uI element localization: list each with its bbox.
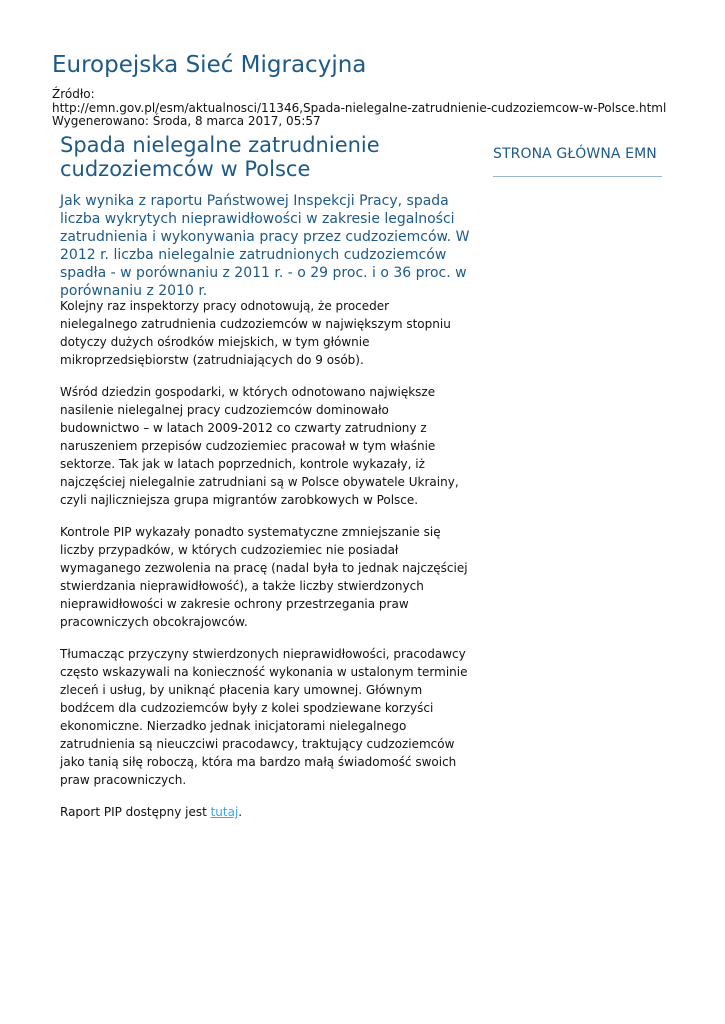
report-text: Raport PIP dostępny jest [60,805,211,819]
sidebar-divider [493,176,662,177]
report-suffix: . [238,805,243,819]
article-lead: Jak wynika z raportu Państwowej Inspekcji Pracy, spada liczba wykrytych nieprawidłowości w zakresie legalności zatrudnienia i wykonywania pracy przez cudzoziemców. W 2012 r. liczba nielegalnie zatrudnionych cudzoziemców spadła - w porównaniu z 2011 r. - o 29 proc. i o 36 proc. w porównaniu z 2010 r. [60,193,470,299]
source-url: http://emn.gov.pl/esm/aktualnosci/11346,Spada-nielegalne-zatrudnienie-cudzoziemcow-w-Polsce.html [52,100,667,115]
article-title: Spada nielegalne zatrudnienie cudzoziemców w Polsce [60,133,380,181]
source-label: Źródło: [52,87,95,101]
generated-timestamp: Wygenerowano: Środa, 8 marca 2017, 05:57 [52,114,321,128]
report-link[interactable]: tutaj [210,805,239,819]
report-paragraph [60,803,470,821]
site-title: Europejska Sieć Migracyjna [52,52,367,78]
body-paragraph: Tłumacząc przyczyny stwierdzonych nieprawidłowości, pracodawcy często wskazywali na konieczność wykonania w ustalonym terminie zleceń i usług, by uniknąć płacenia kary umownej. Głównym bodźcem dla cudzoziemców były z kolei spodziewane korzyści ekonomiczne. Nierzadko jednak inicjatorami nielegalnego zatrudnienia są nieuczciwi pracodawcy, traktujący cudzoziemców jako tanią siłę roboczą, która ma bardzo małą świadomość swoich praw pracowniczych. [60,647,468,787]
print-meta [52,88,712,129]
body-paragraph: Kontrole PIP wykazały ponadto systematyczne zmniejszanie się liczby przypadków, w których cudzoziemiec nie posiadał wymaganego zezwolenia na pracę (nadal była to jednak najczęściej stwierdzania nieprawidłowość), a także liczby stwierdzonych nieprawidłowości w zakresie ochrony przestrzegania praw pracowniczych obcokrajowców. [60,525,468,629]
body-paragraph: Wśród dziedzin gospodarki, w których odnotowano największe nasilenie nielegalnej pracy cudzoziemców dominowało budownictwo – w latach 2009-2012 co czwarty zatrudniony z naruszeniem przepisów cudzoziemiec pracował w tym właśnie sektorze. Tak jak w latach poprzednich, kontrole wykazały, iż najczęściej nielegalnie zatrudniani są w Polsce obywatele Ukrainy, czyli najliczniejsza grupa migrantów zarobkowych w Polsce. [60,385,459,507]
article-body [60,297,470,835]
home-link[interactable]: STRONA GŁÓWNA EMN [493,146,657,162]
body-paragraph: Kolejny raz inspektorzy pracy odnotowują, że proceder nielegalnego zatrudnienia cudzoziemców w największym stopniu dotyczy dużych ośrodków miejskich, w tym głównie mikroprzedsiębiorstw (zatrudniających do 9 osób). [60,299,451,367]
